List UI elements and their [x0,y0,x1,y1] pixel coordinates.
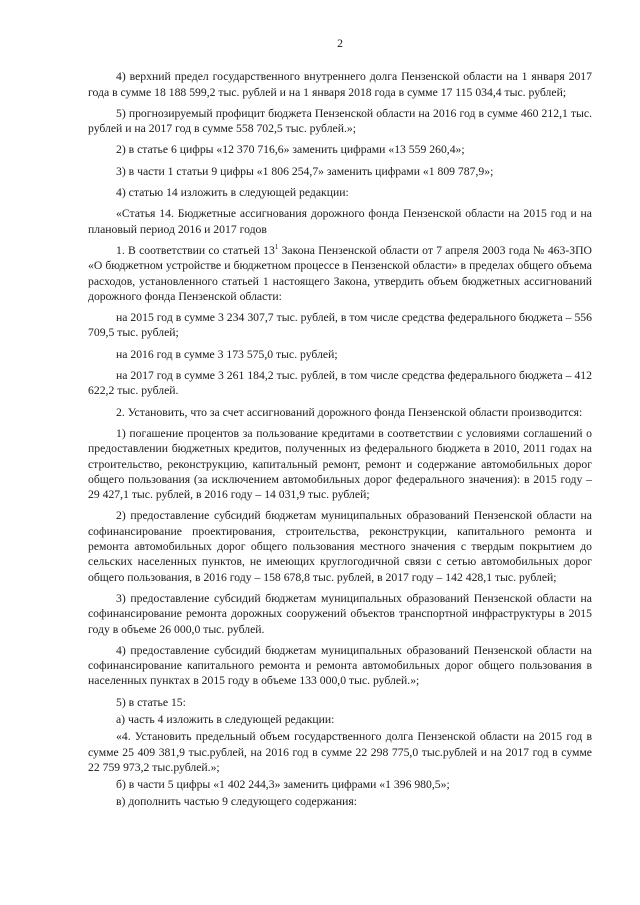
paragraph-article-15: 5) в статье 15: [116,695,186,709]
paragraph-2015-amount: на 2015 год в сумме 3 234 307,7 тыс. рублей, в том числе средства федерального бюджета – 556 709,5 тыс. рублей; [88,311,592,340]
law-ref-after: Закона Пензенской области от 7 апреля 2003 года № 463-ЗПО «О бюджетном устройстве и бюджетном процессе в Пензенской области» в пределах общего объема расходов, установленного статьей 1 настоящего Закона, утвердить объем бюджетных ассигнований дорожного фонда Пензенской области: [88,243,592,303]
paragraph-usage-item-1: 1) погашение процентов за пользование кредитами в соответствии с условиями соглашений о предоставлении бюджетных кредитов, полученных из федерального бюджета в 2010, 2011 годах на строительство, реконструкцию, капитальный ремонт, ремонт и содержание автомобильных дорог общего пользования (за исключением автомобильных дорог федерального значения): в 2015 году – 29 427,1 тыс. рублей, в 2016 году – 14 031,9 тыс. рублей; [88,426,592,502]
page-number: 2 [337,37,343,50]
paragraph-article-14-title: «Статья 14. Бюджетные ассигнования дорожного фонда Пензенской области на 2015 год и на плановый период 2016 и 2017 годов [88,207,592,236]
paragraph-usage-item-3: 3) предоставление субсидий бюджетам муниципальных образований Пензенской области на софинансирование ремонта дорожных сооружений объектов транспортной инфраструктуры в 2015 году в объеме 26 000,0 тыс. рублей. [88,591,592,636]
paragraph-2016-amount: на 2016 год в сумме 3 173 575,0 тыс. рублей; [116,347,338,361]
paragraph-part-5: б) в части 5 цифры «1 402 244,3» заменить цифрами «1 396 980,5»; [116,778,450,792]
paragraph-2017-amount: на 2017 год в сумме 3 261 184,2 тыс. рублей, в том числе средства федерального бюджета – 412 622,2 тыс. рублей. [88,369,592,398]
paragraph-article-14-intro: 4) статью 14 изложить в следующей редакции: [116,186,349,200]
paragraph-debt-ceiling: 4) верхний предел государственного внутреннего долга Пензенской области на 1 января 2017 года в сумме 18 188 599,2 тыс. рублей и на 1 января 2018 года в сумме 17 115 034,4 тыс. рублей; [88,70,592,99]
paragraph-fund-usage-intro: 2. Установить, что за счет ассигнований дорожного фонда Пензенской области производится: [116,405,583,419]
paragraph-usage-item-2: 2) предоставление субсидий бюджетам муниципальных образований Пензенской области на софинансирование проектирования, строительства, реконструкции, капитального ремонта и ремонта автомобильных дорог общего пользования местного значения с твердым покрытием до сельских населенных пунктов, не имеющих круглогодичной связи с сетью автомобильных дорог общего пользования, в 2016 году – 158 678,8 тыс. рублей, в 2017 году – 142 428,1 тыс. рублей; [88,509,592,584]
paragraph-surplus: 5) прогнозируемый профицит бюджета Пензенской области на 2016 год в сумме 460 212,1 тыс. рублей и на 2017 год в сумме 558 702,5 тыс. рублей.»; [88,106,592,136]
law-ref-before: 1. В соответствии со статьей 13 [116,243,275,257]
paragraph-part-9: в) дополнить частью 9 следующего содержания: [116,795,357,809]
paragraph-article-6: 2) в статье 6 цифры «12 370 716,6» заменить цифрами «13 559 260,4»; [116,143,465,157]
paragraph-article-9: 3) в части 1 статьи 9 цифры «1 806 254,7» заменить цифрами «1 809 787,9»; [116,164,494,178]
paragraph-law-reference [88,243,592,304]
paragraph-part-4: а) часть 4 изложить в следующей редакции: [116,712,335,726]
paragraph-usage-item-4: 4) предоставление субсидий бюджетам муниципальных образований Пензенской области на софинансирование капитального ремонта и ремонта автомобильных дорог общего пользования в населенных пунктах в 2015 году в объеме 133 000,0 тыс. рублей.»; [88,643,592,688]
paragraph-debt-limit: «4. Установить предельный объем государственного долга Пензенской области на 2015 год в сумме 25 409 381,9 тыс.рублей, на 2016 год в сумме 22 298 775,0 тыс.рублей и на 2017 год в сумме 22 759 973,2 тыс.рублей.»; [88,730,592,774]
law-ref-superscript: 1 [274,243,279,252]
